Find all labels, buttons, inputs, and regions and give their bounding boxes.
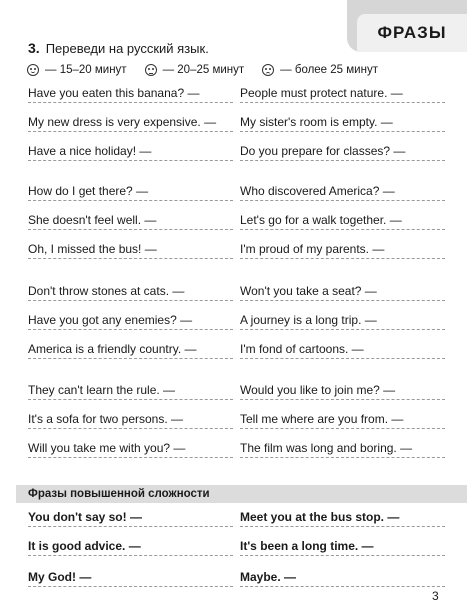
answer-line[interactable] — [28, 457, 233, 458]
answer-line[interactable] — [240, 300, 445, 301]
answer-line[interactable] — [240, 526, 445, 527]
answer-line[interactable] — [240, 329, 445, 330]
answer-line[interactable] — [28, 229, 233, 230]
answer-line[interactable] — [28, 526, 233, 527]
phrase-text: Oh, I missed the bus! — — [28, 242, 157, 256]
answer-line[interactable] — [240, 399, 445, 400]
phrase-text: Have you got any enemies? — — [28, 313, 193, 327]
timing-slow-text: — более 25 минут — [280, 64, 378, 76]
timing-medium-text: — 20–25 минут — [162, 64, 245, 76]
answer-line[interactable] — [240, 358, 445, 359]
answer-line[interactable] — [240, 258, 445, 259]
sad-face-icon — [262, 64, 274, 76]
happy-face-icon — [27, 64, 39, 76]
phrase-text: People must protect nature. — — [240, 86, 403, 100]
answer-line[interactable] — [240, 160, 445, 161]
answer-line[interactable] — [28, 329, 233, 330]
phrase-text: I'm fond of cartoons. — — [240, 342, 364, 356]
phrase-text: Would you like to join me? — — [240, 383, 396, 397]
answer-line[interactable] — [240, 555, 445, 556]
answer-line[interactable] — [28, 131, 233, 132]
timing-medium — [145, 64, 245, 76]
task-instruction — [28, 40, 209, 56]
phrase-text: Tell me where are you from. — — [240, 412, 404, 426]
answer-line[interactable] — [240, 200, 445, 201]
timing-fast — [27, 64, 127, 76]
advanced-section-title: Фразы повышенной сложности — [16, 485, 467, 503]
phrase-text: You don't say so! — — [28, 510, 142, 524]
phrase-text: My sister's room is empty. — — [240, 115, 393, 129]
answer-line[interactable] — [28, 399, 233, 400]
phrase-text: My new dress is very expensive. — — [28, 115, 217, 129]
phrase-text: Have a nice holiday! — — [28, 144, 152, 158]
phrase-text: It's been a long time. — — [240, 539, 374, 553]
phrase-text: Will you take me with you? — — [28, 441, 186, 455]
answer-line[interactable] — [28, 300, 233, 301]
phrase-text: Won't you take a seat? — — [240, 284, 377, 298]
phrase-text: It is good advice. — — [28, 539, 141, 553]
phrase-text: Maybe. — — [240, 570, 297, 584]
neutral-face-icon — [145, 64, 157, 76]
answer-line[interactable] — [28, 586, 233, 587]
page-title: ФРАЗЫ — [357, 14, 467, 52]
task-number: 3. — [28, 40, 40, 56]
phrase-text: My God! — — [28, 570, 92, 584]
task-text: Переведи на русский язык. — [45, 41, 209, 56]
answer-line[interactable] — [240, 102, 445, 103]
phrase-text: A journey is a long trip. — — [240, 313, 377, 327]
phrase-text: Don't throw stones at cats. — — [28, 284, 185, 298]
phrase-text: The film was long and boring. — — [240, 441, 413, 455]
answer-line[interactable] — [240, 586, 445, 587]
answer-line[interactable] — [240, 457, 445, 458]
phrase-text: It's a sofa for two persons. — — [28, 412, 184, 426]
answer-line[interactable] — [28, 428, 233, 429]
answer-line[interactable] — [240, 428, 445, 429]
page-number: 3 — [432, 589, 439, 603]
phrase-text: How do I get there? — — [28, 184, 149, 198]
answer-line[interactable] — [28, 160, 233, 161]
phrase-text: Do you prepare for classes? — — [240, 144, 406, 158]
answer-line[interactable] — [28, 200, 233, 201]
answer-line[interactable] — [240, 131, 445, 132]
phrase-text: Meet you at the bus stop. — — [240, 510, 400, 524]
answer-line[interactable] — [240, 229, 445, 230]
phrase-text: Let's go for a walk together. — — [240, 213, 402, 227]
phrase-text: Have you eaten this banana? — — [28, 86, 200, 100]
phrase-text: She doesn't feel well. — — [28, 213, 157, 227]
answer-line[interactable] — [28, 555, 233, 556]
timing-legend — [27, 64, 447, 76]
phrase-text: They can't learn the rule. — — [28, 383, 176, 397]
answer-line[interactable] — [28, 102, 233, 103]
timing-fast-text: — 15–20 минут — [45, 64, 127, 76]
phrase-text: America is a friendly country. — — [28, 342, 197, 356]
answer-line[interactable] — [28, 258, 233, 259]
timing-slow — [262, 64, 378, 76]
phrase-text: Who discovered America? — — [240, 184, 395, 198]
phrase-text: I'm proud of my parents. — — [240, 242, 385, 256]
answer-line[interactable] — [28, 358, 233, 359]
